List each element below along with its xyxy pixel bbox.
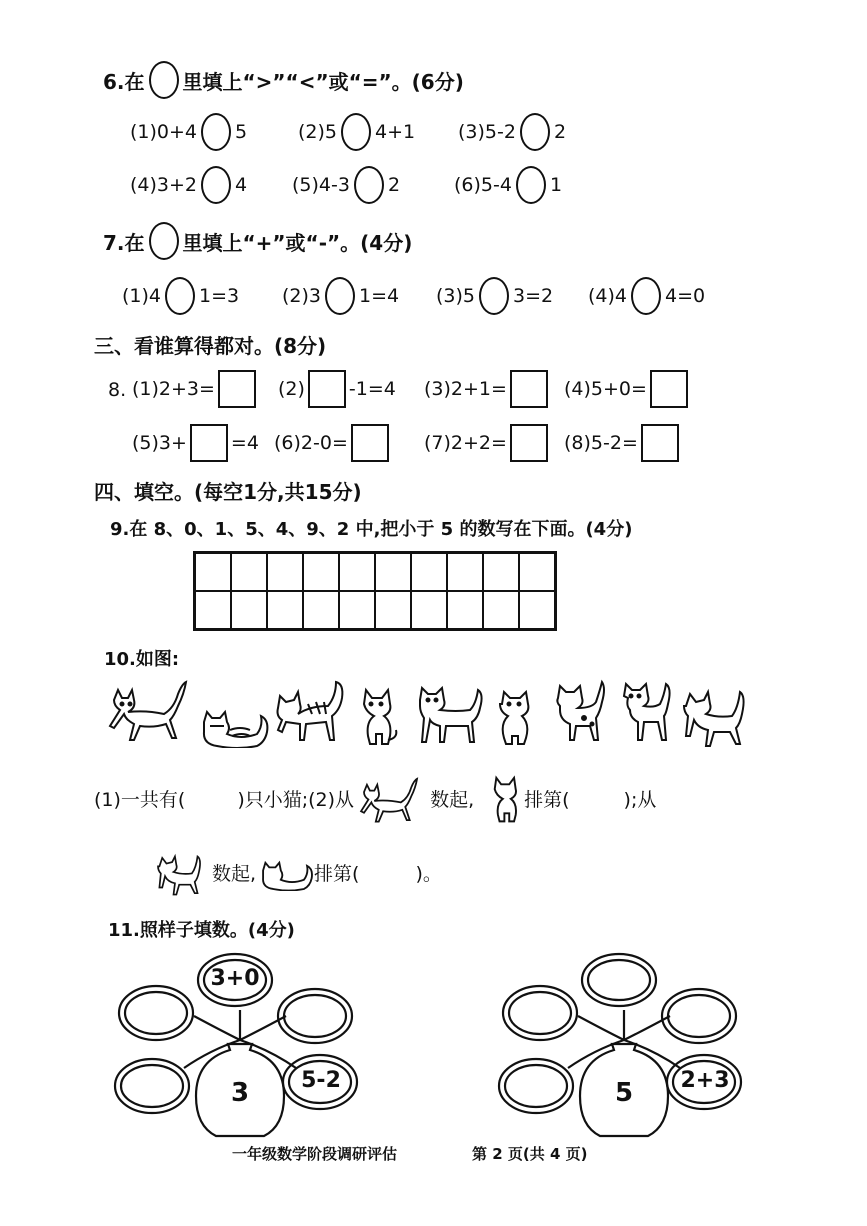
answer-box[interactable] (190, 424, 228, 462)
q10-part1-b: )只小猫;(2)从 (237, 788, 355, 811)
answer-box[interactable] (510, 370, 548, 408)
item-label: (4) (588, 285, 615, 307)
flower-1-vase-number: 3 (230, 1078, 250, 1108)
cat-5-standing-icon (414, 676, 496, 748)
q10-part2 (152, 848, 442, 896)
cat-7-spotted-icon (552, 676, 612, 748)
q10-part1-d: 排第( (524, 788, 570, 811)
q7-title-post: 里填上“+”或“-”。(4分) (182, 230, 413, 255)
q8-item-6 (274, 424, 392, 462)
grid-cell[interactable] (447, 591, 483, 629)
q8-item-8 (564, 424, 682, 462)
item-left: 5-2 (484, 121, 516, 143)
cat-3-striped-icon (272, 668, 356, 746)
cat-2-lying-icon (200, 700, 270, 748)
cat-spotted-small-icon (152, 848, 212, 896)
item-label: (1) (130, 121, 157, 143)
item-pre: (4)5+0= (564, 378, 647, 400)
cat-walking-small-icon (354, 770, 430, 826)
item-post: =4 (230, 432, 259, 454)
section-3-title: 三、看谁算得都对。(8分) (94, 334, 327, 358)
grid-cell[interactable] (519, 553, 555, 591)
item-right: 1 (549, 174, 563, 196)
q10-part2-b: 排第( (314, 862, 360, 885)
item-left: 5 (462, 285, 476, 307)
q7-title (103, 222, 412, 260)
flower-1-right-text: 5-2 (301, 1068, 341, 1093)
item-pre: (1)2+3= (132, 378, 215, 400)
item-label: (3) (458, 121, 485, 143)
flower-2-vase-number: 5 (614, 1078, 634, 1108)
item-pre: (6)2-0= (274, 432, 348, 454)
item-right: 3=2 (513, 285, 554, 307)
grid-cell[interactable] (267, 591, 303, 629)
item-label: (2) (282, 285, 309, 307)
footer-title: 一年级数学阶段调研评估 (232, 1145, 398, 1163)
answer-box[interactable] (218, 370, 256, 408)
item-pre: (2) (278, 378, 305, 400)
grid-cell[interactable] (339, 553, 375, 591)
q8-item-2 (278, 370, 396, 408)
answer-box[interactable] (510, 424, 548, 462)
grid-cell[interactable] (483, 553, 519, 591)
cat-4-sitting-icon (356, 684, 400, 746)
q10-part2-a: 数起, (212, 862, 257, 885)
grid-cell[interactable] (375, 591, 411, 629)
grid-cell[interactable] (411, 553, 447, 591)
q8-item-1 (132, 370, 259, 408)
q6-title-pre: 6.在 (103, 69, 145, 94)
cat-1-walking-icon (104, 670, 200, 746)
item-right: 4+1 (375, 121, 416, 143)
item-label: (2) (298, 121, 325, 143)
q8-item-5 (132, 424, 259, 462)
grid-cell[interactable] (483, 591, 519, 629)
answer-oval[interactable] (516, 166, 546, 204)
q6-title (103, 61, 464, 99)
item-right: 5 (235, 121, 248, 143)
item-right: 4 (235, 174, 248, 196)
q8-item-4 (564, 370, 691, 408)
q9-answer-grid[interactable] (193, 551, 557, 631)
answer-oval[interactable] (520, 113, 550, 151)
q7-item-1 (122, 277, 239, 315)
item-pre: (7)2+2= (424, 432, 507, 454)
item-right: 4=0 (665, 285, 706, 307)
answer-box[interactable] (351, 424, 389, 462)
flower-2 (494, 950, 754, 1140)
item-pre: (8)5-2= (564, 432, 638, 454)
item-right: 2 (553, 121, 567, 143)
grid-cell[interactable] (195, 553, 231, 591)
flower-1-top-text: 3+0 (210, 966, 260, 991)
item-left: 5 (324, 121, 338, 143)
flower-1 (110, 950, 370, 1140)
item-right: 1=4 (359, 285, 400, 307)
footer-page: 第 2 页(共 4 页) (472, 1145, 588, 1163)
q7-item-2 (282, 277, 399, 315)
answer-oval[interactable] (201, 166, 231, 204)
answer-box[interactable] (308, 370, 346, 408)
item-left: 3 (308, 285, 322, 307)
q6-item-4 (130, 166, 247, 204)
grid-cell[interactable] (411, 591, 447, 629)
q10-part2-c: )。 (415, 862, 442, 885)
q8-item-7 (424, 424, 551, 462)
q11-title: 11.照样子填数。(4分) (108, 920, 295, 941)
q10-part1-a: (1)一共有( (94, 788, 186, 811)
q9-title: 9.在 8、0、1、5、4、9、2 中,把小于 5 的数写在下面。(4分) (110, 519, 633, 540)
q7-title-oval (149, 222, 179, 260)
answer-oval[interactable] (201, 113, 231, 151)
q6-item-5 (292, 166, 400, 204)
grid-cell[interactable] (303, 591, 339, 629)
item-post: -1=4 (348, 378, 396, 400)
cat-sitting-small-icon (488, 773, 524, 823)
item-left: 0+4 (156, 121, 198, 143)
item-left: 3+2 (156, 174, 198, 196)
answer-oval[interactable] (325, 277, 355, 315)
answer-oval[interactable] (341, 113, 371, 151)
answer-oval[interactable] (165, 277, 195, 315)
answer-oval[interactable] (631, 277, 661, 315)
q10-title: 10.如图: (104, 649, 180, 670)
item-left: 4 (614, 285, 628, 307)
q6-item-6 (454, 166, 562, 204)
section-4-title: 四、填空。(每空1分,共15分) (94, 480, 362, 504)
flower-2-right-text: 2+3 (680, 1068, 730, 1093)
q6-item-2 (298, 113, 415, 151)
grid-cell[interactable] (267, 553, 303, 591)
item-label: (4) (130, 174, 157, 196)
item-pre: (3)2+1= (424, 378, 507, 400)
grid-cell[interactable] (231, 591, 267, 629)
item-right: 1=3 (199, 285, 240, 307)
cat-9-walking-icon (680, 680, 756, 748)
grid-cell[interactable] (339, 591, 375, 629)
cat-6-sitting-icon (496, 686, 536, 746)
cat-8-standing-icon (618, 676, 678, 748)
q8-number: 8. (108, 379, 127, 401)
item-label: (3) (436, 285, 463, 307)
item-label: (6) (454, 174, 481, 196)
q7-item-4 (588, 277, 705, 315)
grid-cell[interactable] (375, 553, 411, 591)
answer-box[interactable] (650, 370, 688, 408)
grid-cell[interactable] (519, 591, 555, 629)
item-label: (5) (292, 174, 319, 196)
grid-cell[interactable] (195, 591, 231, 629)
q8-item-3 (424, 370, 551, 408)
item-left: 4 (148, 285, 162, 307)
q7-title-pre: 7.在 (103, 230, 145, 255)
answer-oval[interactable] (354, 166, 384, 204)
item-left: 5-4 (480, 174, 512, 196)
item-left: 4-3 (318, 174, 350, 196)
item-label: (1) (122, 285, 149, 307)
q6-title-post: 里填上“>”“<”或“=”。(6分) (182, 69, 464, 94)
item-right: 2 (387, 174, 401, 196)
item-pre: (5)3+ (132, 432, 187, 454)
q6-item-1 (130, 113, 247, 151)
grid-cell[interactable] (447, 553, 483, 591)
cat-lying-small-icon (260, 853, 314, 891)
answer-oval[interactable] (479, 277, 509, 315)
answer-box[interactable] (641, 424, 679, 462)
q6-item-3 (458, 113, 566, 151)
q6-title-oval (149, 61, 179, 99)
q10-part1-c: 数起, (430, 788, 475, 811)
grid-cell[interactable] (303, 553, 339, 591)
q7-item-3 (436, 277, 553, 315)
q10-part1-e: );从 (623, 788, 657, 811)
flower-2-drawing (494, 950, 754, 1140)
grid-cell[interactable] (231, 553, 267, 591)
q10-part1 (94, 770, 656, 826)
